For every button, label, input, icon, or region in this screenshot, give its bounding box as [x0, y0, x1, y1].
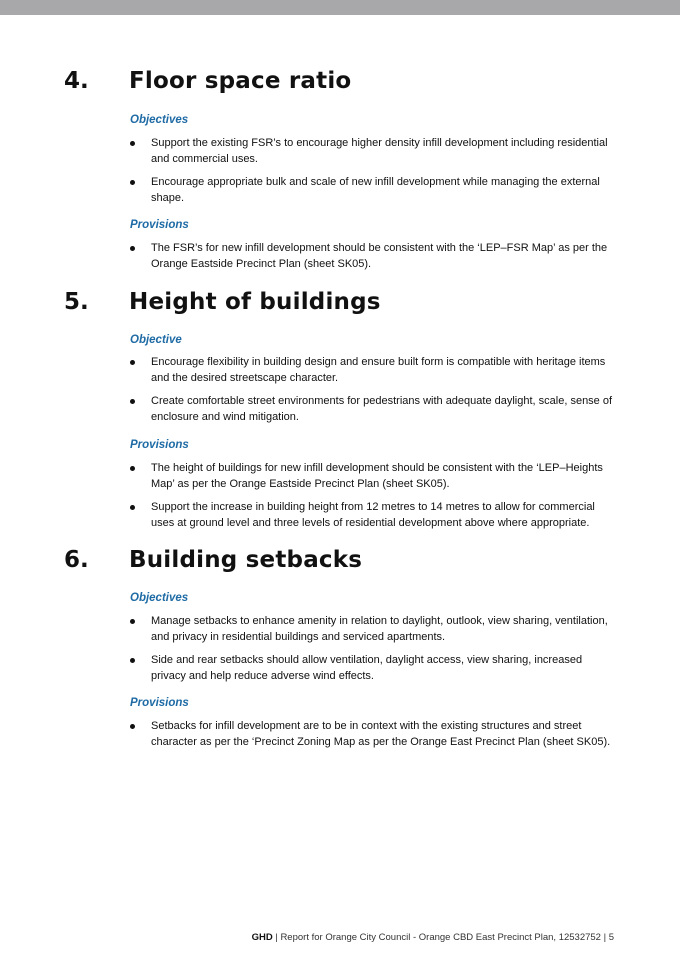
bullet-icon: [130, 466, 135, 471]
section-number: 5.: [64, 289, 89, 315]
list-item: Side and rear setbacks should allow ventilation, daylight access, view sharing, increased privacy and help reduce adverse wind effects.: [129, 652, 619, 684]
objectives-list: [129, 354, 619, 432]
section-title: Building setbacks: [129, 547, 363, 573]
section-number: 4.: [64, 68, 89, 94]
provisions-list: [129, 718, 619, 757]
bullet-icon: [130, 180, 135, 185]
list-item: Encourage appropriate bulk and scale of new infill development while managing the external shape.: [129, 174, 619, 206]
bullet-icon: [130, 141, 135, 146]
objectives-label: Objectives: [130, 114, 189, 126]
objectives-label: Objective: [130, 334, 182, 346]
list-item: Setbacks for infill development are to be in context with the existing structures and street character as per the ‘Precinct Zoning Map as per the Orange East Precinct Plan (sheet SK05).: [129, 718, 619, 750]
section-building-setbacks: [0, 545, 680, 748]
section-floor-space-ratio: [0, 66, 680, 270]
list-item: The height of buildings for new infill development should be consistent with the ‘LEP–Heights Map’ as per the Orange Eastside Precinct Plan (sheet SK05).: [129, 460, 619, 492]
list-item: Manage setbacks to enhance amenity in relation to daylight, outlook, view sharing, ventilation, and privacy in residential buildings and serviced apartments.: [129, 613, 619, 645]
section-heading: [0, 287, 680, 317]
list-item: The FSR’s for new infill development should be consistent with the ‘LEP–FSR Map’ as per the Orange Eastside Precinct Plan (sheet SK05).: [129, 240, 619, 272]
list-item: Support the increase in building height from 12 metres to 14 metres to allow for commercial uses at ground level and three levels of residential development above where appropriate.: [129, 499, 619, 531]
section-number: 6.: [64, 547, 89, 573]
list-item: Support the existing FSR’s to encourage higher density infill development including residential and commercial uses.: [129, 135, 619, 167]
bullet-icon: [130, 505, 135, 510]
footer-text: | Report for Orange City Council - Orange CBD East Precinct Plan, 12532752 | 5: [275, 932, 614, 943]
footer-brand: GHD: [251, 932, 273, 943]
provisions-label: Provisions: [130, 219, 189, 231]
provisions-list: [129, 240, 619, 279]
page-footer: [252, 932, 614, 943]
provisions-list: [129, 460, 619, 538]
top-bar: [0, 0, 680, 15]
section-heading: [0, 66, 680, 96]
bullet-icon: [130, 399, 135, 404]
bullet-icon: [130, 246, 135, 251]
objectives-list: [129, 613, 619, 691]
bullet-icon: [130, 724, 135, 729]
bullet-icon: [130, 360, 135, 365]
list-item: Create comfortable street environments for pedestrians with adequate daylight, scale, sense of enclosure and wind mitigation.: [129, 393, 619, 425]
objectives-list: [129, 135, 619, 213]
provisions-label: Provisions: [130, 697, 189, 709]
section-title: Height of buildings: [129, 289, 381, 315]
bullet-icon: [130, 658, 135, 663]
list-item: Encourage flexibility in building design and ensure built form is compatible with heritage items and the desired streetscape character.: [129, 354, 619, 386]
section-title: Floor space ratio: [129, 68, 352, 94]
section-height-of-buildings: [0, 287, 680, 529]
bullet-icon: [130, 619, 135, 624]
section-heading: [0, 545, 680, 575]
objectives-label: Objectives: [130, 592, 189, 604]
provisions-label: Provisions: [130, 439, 189, 451]
